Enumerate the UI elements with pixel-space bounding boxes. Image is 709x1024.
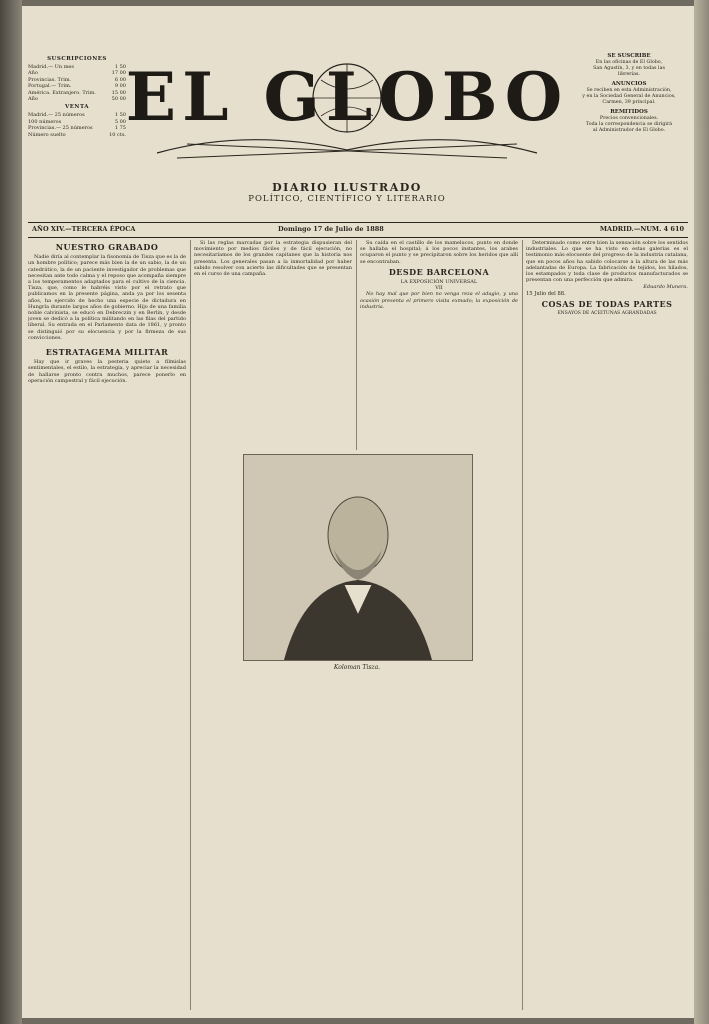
contact-line: En las oficinas de El Globo, <box>595 60 663 65</box>
portrait-caption: Koloman Tisza. <box>333 664 381 671</box>
article-body: Nadie diría al contemplar la fisonomía de Tisza que es la de un hombre político; parece más bien la de un sabio, la de un catedrático, la de un paciente investigador de problemas que necesitan ante todo calma y el reposo que acompaña siempre a los temperamentos adaptados para el cultivo de la ciencia. Tisza, que, como le habréis visto por el retrato que publicamos en la presente página, anda ya por los sesenta años, ha ejercido de hecho una especie de dictadura en Hungría durante largos años de gobierno. Hijo de una familia noble calvinista, se educó en Debreczin y en Berlín, y desde joven se dedicó a la política militando en las filas del partido liberal. Su entrada en el Parlamento data de 1861, y pronto se distinguió por su elocuencia y por la firmeza de sus convicciones. <box>28 254 186 341</box>
masthead-subtitle: DIARIO ILUSTRADO <box>272 181 422 194</box>
sub-row-value: 6 00 <box>114 76 126 83</box>
portrait-engraving <box>243 454 473 661</box>
newspaper-page <box>22 6 694 1018</box>
column-rule <box>522 240 523 1010</box>
subscribe-title: SE SUSCRIBE <box>607 53 651 59</box>
sale-title: VENTA <box>64 104 90 111</box>
sale-row-value: 5 00 <box>114 118 126 125</box>
column-1 <box>28 240 186 1010</box>
article-body: Hay que ir graves la pesteria quieto a filmislas sentimentales, el estilo, la estrategia, y apreciar la necesidad de hallarse pronto contra muchos, parece ponerlo en operación campestral y fácil ejecución. <box>28 359 186 384</box>
ads-line: y en la Sociedad General de Anuncios, <box>582 94 676 99</box>
article-date: 15 Julio del 88. <box>526 290 566 297</box>
subscriptions-box <box>28 54 126 138</box>
edition-label: AÑO XIV.—TERCERA ÉPOCA <box>32 225 136 233</box>
dateline <box>28 222 688 238</box>
remit-title: REMITIDOS <box>610 109 648 115</box>
article-body: Determinado como entre bien la sensación sobre los sentidos industriales. Lo que se ha visto en estas galerías es el testimonio más elocuente del progreso de la industria catalana, que en pocos años ha sabido colocarse a la altura de las más adelantadas de Europa. La fabricación de tejidos, los hilados, los estampados y toda clase de productos manufacturados se presentan con una perfección que admira. <box>526 240 688 284</box>
remit-line: Toda la correspondencia se dirigirá <box>585 122 673 127</box>
remit-line: al Administrador de El Globo. <box>592 128 666 133</box>
contact-box <box>570 50 688 134</box>
sub-row-value: 50 00 <box>111 96 126 103</box>
portrait-icon <box>244 455 472 660</box>
sale-row-value: 1 50 <box>114 112 126 119</box>
binding-spine <box>0 0 22 1024</box>
sub-row-value: 15 00 <box>111 89 126 96</box>
column-rule <box>190 240 191 1010</box>
masthead-tagline: POLÍTICO, CIENTÍFICO Y LITERARIO <box>248 194 446 204</box>
sub-row-label: Año <box>28 70 38 77</box>
heading-estratagema: ESTRATAGEMA MILITAR <box>45 347 169 358</box>
article-body: Si las reglas marcadas por la estrategia dispusieran del movimiento por medios fáciles y de fácil ejecución, no necesitaríamos de los grandes capitanes que la historia nos presenta. Los generales pasan a la inmortalidad por haber sabido resolver con acierto las dificultades que se presentan en el curso de una campaña. <box>194 240 352 278</box>
issue-date: Domingo 17 de Julio de 1888 <box>278 225 384 233</box>
remit-line: Precios convencionales. <box>599 116 659 121</box>
sub-row-label: Provincias. Trim. <box>28 76 72 83</box>
sub-row-value: 9 00 <box>114 83 126 90</box>
sale-row-label: Número suelto <box>28 131 66 138</box>
sale-row-label: Madrid.— 25 números <box>28 112 85 119</box>
sale-row-value: 1 75 <box>114 125 126 132</box>
contact-line: San Agustín, 3, y en todas las <box>593 66 665 71</box>
section-roman: VII <box>435 285 443 292</box>
sale-row-value: 10 cts. <box>109 131 126 138</box>
heading-nuestro-grabado: NUESTRO GRABADO <box>55 242 159 252</box>
ads-title: ANUNCIOS <box>611 81 647 87</box>
sale-row-label: Provincias.— 25 números <box>28 125 93 132</box>
column-2 <box>194 240 352 445</box>
sub-row-label: Madrid.— Un mes <box>28 64 74 70</box>
newspaper-title: EL GLOBO <box>125 58 569 136</box>
sale-row-label: 100 números <box>28 118 62 125</box>
ads-line: Se reciben en esta Administración, <box>586 88 672 93</box>
sub-row-label: Año <box>28 96 38 103</box>
column-4 <box>526 240 688 1010</box>
sub-row-label: Portugal.— Trim. <box>28 83 72 90</box>
ads-line: Carmen, 39 principal. <box>602 100 656 105</box>
masthead <box>114 58 577 158</box>
column-rule <box>356 240 357 450</box>
author-signature: Eduardo Munera. <box>643 284 688 291</box>
subscriptions-title: SUSCRIPCIONES <box>47 56 107 62</box>
section-subtitle: ENSAYOS DE ACEITUNAS AGRANDADAS <box>557 311 657 317</box>
page-edge <box>694 0 709 1024</box>
contact-line: librerías. <box>618 72 640 77</box>
sub-row-value: 1 50 <box>114 64 126 70</box>
section-subtitle: LA EXPOSICIÓN UNIVERSAL <box>400 279 478 286</box>
heading-cosas: COSAS DE TODAS PARTES <box>541 298 673 309</box>
article-body: No hay mal que por bien no venga reza el adagio, y una ocasión presenta el primero visita exmado; la exposición de industria. <box>360 291 518 310</box>
column-3 <box>360 240 518 445</box>
heading-desde-barcelona: DESDE BARCELONA <box>388 266 490 277</box>
sub-row-value: 17 00 <box>111 70 126 77</box>
issue-number: MADRID.—NUM. 4 610 <box>599 225 684 233</box>
article-body: Su caída en el castillo de los mamelucos, punto en donde se hallaba el hospital; á los pocos instantes, los arabes ocuparon el punto y se precipitaron sobre los heridos que allí se encontraban. <box>360 240 518 265</box>
sub-row-label: América. Extranjero. Trim. <box>28 89 96 96</box>
